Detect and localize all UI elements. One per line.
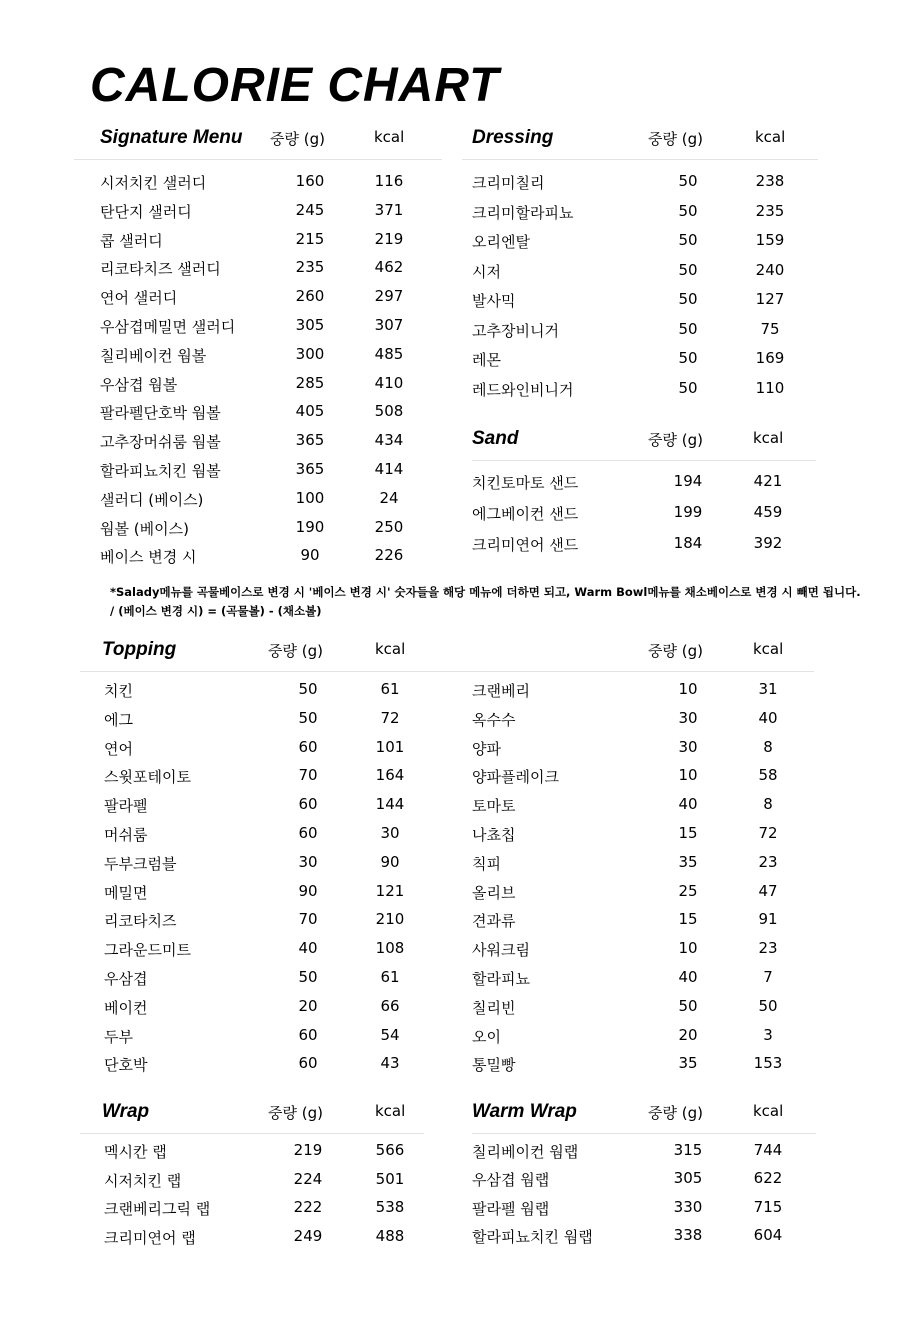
item-kcal: 459 <box>753 502 783 521</box>
item-kcal: 8 <box>763 737 773 756</box>
item-name: 시저치킨 랩 <box>104 1171 182 1190</box>
item-weight: 50 <box>678 349 698 367</box>
item-kcal: 116 <box>374 172 404 190</box>
item-name: 시저치킨 샐러디 <box>100 174 207 192</box>
weight-column-header: 중량 (g) <box>648 431 703 449</box>
item-kcal: 434 <box>374 431 404 450</box>
item-weight: 305 <box>295 316 325 334</box>
item-name: 우삼겹 웜랩 <box>472 1171 550 1190</box>
weight-column-header: 중량 (g) <box>648 130 703 148</box>
item-name: 레몬 <box>472 351 501 369</box>
item-kcal: 307 <box>374 316 404 334</box>
item-weight: 405 <box>295 402 325 421</box>
header-divider <box>80 671 452 672</box>
item-kcal: 101 <box>375 737 405 756</box>
item-kcal: 91 <box>758 910 778 929</box>
item-kcal: 50 <box>758 996 778 1015</box>
item-name: 두부크럼블 <box>104 854 177 873</box>
item-kcal: 61 <box>380 680 400 698</box>
item-kcal: 238 <box>755 172 785 190</box>
item-name: 콥 샐러디 <box>100 231 163 250</box>
header-divider <box>80 1133 424 1134</box>
item-kcal: 127 <box>755 290 785 308</box>
item-kcal: 31 <box>758 680 778 698</box>
item-name: 토마토 <box>472 797 516 816</box>
item-kcal: 121 <box>375 881 405 900</box>
base-change-note: *Salady메뉴를 곡물베이스로 변경 시 '베이스 변경 시' 숫자들을 해당 메뉴에 더하면 되고, Warm Bowl메뉴를 채소베이스로 변경 시 빼면 됩니다. <box>110 585 861 599</box>
item-name: 리코타치즈 <box>104 912 177 931</box>
item-weight: 60 <box>298 795 318 814</box>
item-name: 오리엔탈 <box>472 233 530 251</box>
item-weight: 300 <box>295 344 325 363</box>
item-kcal: 47 <box>758 881 778 900</box>
item-weight: 60 <box>298 1054 318 1073</box>
item-weight: 199 <box>673 502 703 521</box>
item-weight: 90 <box>298 881 318 900</box>
item-name: 오이 <box>472 1027 501 1046</box>
item-weight: 305 <box>673 1169 703 1188</box>
kcal-column-header: kcal <box>374 128 405 146</box>
item-kcal: 604 <box>753 1225 783 1244</box>
item-name: 옥수수 <box>472 710 516 729</box>
item-name: 견과류 <box>472 912 516 931</box>
item-kcal: 226 <box>374 546 404 565</box>
kcal-column-header: kcal <box>755 128 786 146</box>
weight-column-header: 중량 (g) <box>268 642 323 660</box>
item-name: 두부 <box>104 1027 133 1046</box>
item-weight: 15 <box>678 910 698 929</box>
item-name: 크리미칠리 <box>472 174 545 192</box>
item-weight: 50 <box>678 172 698 190</box>
item-weight: 70 <box>298 910 318 929</box>
item-weight: 215 <box>295 229 325 248</box>
item-kcal: 58 <box>758 766 778 785</box>
item-weight: 285 <box>295 373 325 392</box>
item-kcal: 371 <box>374 200 404 219</box>
item-kcal: 566 <box>375 1141 405 1159</box>
kcal-column-header: kcal <box>753 429 784 447</box>
item-name: 크랜베리그릭 랩 <box>104 1200 211 1218</box>
item-kcal: 715 <box>753 1197 783 1216</box>
item-weight: 10 <box>678 680 698 698</box>
item-kcal: 508 <box>374 402 404 421</box>
item-weight: 50 <box>298 968 318 986</box>
item-name: 레드와인비니거 <box>472 380 574 399</box>
item-name: 연어 <box>104 739 133 758</box>
item-kcal: 3 <box>763 1025 773 1044</box>
kcal-column-header: kcal <box>375 1102 406 1120</box>
item-weight: 260 <box>295 287 325 306</box>
item-name: 샐러디 (베이스) <box>100 490 204 509</box>
item-name: 칠리빈 <box>472 998 516 1017</box>
item-weight: 224 <box>293 1169 323 1188</box>
kcal-column-header: kcal <box>375 640 406 658</box>
item-weight: 40 <box>298 939 318 958</box>
item-weight: 50 <box>298 708 318 727</box>
item-name: 우삼겹 <box>104 970 148 988</box>
item-weight: 70 <box>298 766 318 785</box>
item-name: 발사믹 <box>472 292 516 310</box>
item-weight: 245 <box>295 200 325 219</box>
item-name: 베이스 변경 시 <box>100 548 197 567</box>
item-name: 나쵸칩 <box>472 826 516 844</box>
item-kcal: 210 <box>375 910 405 929</box>
item-kcal: 90 <box>380 852 400 871</box>
item-weight: 15 <box>678 824 698 842</box>
item-kcal: 219 <box>374 229 404 248</box>
item-name: 단호박 <box>104 1056 148 1075</box>
weight-column-header: 중량 (g) <box>648 1104 703 1122</box>
item-name: 양파 <box>472 739 501 758</box>
item-weight: 184 <box>673 533 703 552</box>
item-name: 팔라펠단호박 웜볼 <box>100 404 221 423</box>
item-weight: 50 <box>298 680 318 698</box>
item-name: 에그 <box>104 710 133 729</box>
item-weight: 90 <box>300 546 320 565</box>
item-kcal: 23 <box>758 939 778 958</box>
item-kcal: 169 <box>755 349 785 367</box>
item-name: 칙피 <box>472 854 501 873</box>
item-kcal: 538 <box>375 1198 405 1216</box>
item-kcal: 744 <box>753 1141 783 1159</box>
item-weight: 10 <box>678 766 698 785</box>
item-name: 시저 <box>472 262 501 281</box>
item-kcal: 153 <box>753 1054 783 1073</box>
item-kcal: 164 <box>375 766 405 785</box>
item-kcal: 40 <box>758 708 778 727</box>
item-name: 양파플레이크 <box>472 768 559 787</box>
item-name: 할라피뇨치킨 웜랩 <box>472 1227 593 1246</box>
item-name: 팔라펠 웜랩 <box>472 1199 550 1218</box>
item-kcal: 501 <box>375 1169 405 1188</box>
item-name: 그라운드미트 <box>104 941 191 960</box>
item-kcal: 392 <box>753 533 783 552</box>
item-name: 멕시칸 랩 <box>104 1143 167 1161</box>
weight-column-header: 중량 (g) <box>268 1104 323 1122</box>
item-weight: 330 <box>673 1197 703 1216</box>
item-name: 고추장비니거 <box>472 321 559 340</box>
item-weight: 40 <box>678 795 698 814</box>
item-name: 사워크림 <box>472 941 530 960</box>
item-weight: 50 <box>678 996 698 1015</box>
item-weight: 60 <box>298 1025 318 1044</box>
item-kcal: 24 <box>379 488 399 507</box>
item-kcal: 410 <box>374 373 404 392</box>
weight-column-header: 중량 (g) <box>648 642 703 660</box>
item-weight: 315 <box>673 1141 703 1159</box>
item-name: 치킨토마토 샌드 <box>472 474 579 492</box>
item-weight: 10 <box>678 939 698 958</box>
item-name: 할라피뇨치킨 웜볼 <box>100 462 221 480</box>
item-weight: 35 <box>678 852 698 871</box>
item-weight: 50 <box>678 319 698 338</box>
item-kcal: 485 <box>374 344 404 363</box>
item-weight: 50 <box>678 290 698 308</box>
item-name: 베이컨 <box>104 998 148 1017</box>
item-weight: 190 <box>295 517 325 536</box>
item-kcal: 159 <box>755 231 785 249</box>
item-name: 할라피뇨 <box>472 970 530 988</box>
item-name: 크리미연어 랩 <box>104 1228 196 1247</box>
item-kcal: 7 <box>763 968 773 986</box>
item-kcal: 108 <box>375 939 405 958</box>
item-name: 우삼겹 웜볼 <box>100 375 178 394</box>
item-kcal: 72 <box>380 708 400 727</box>
item-weight: 30 <box>678 737 698 756</box>
item-weight: 40 <box>678 968 698 986</box>
item-kcal: 61 <box>380 968 400 986</box>
item-weight: 194 <box>673 472 703 490</box>
item-name: 통밀빵 <box>472 1056 516 1075</box>
item-name: 칠리베이컨 웜볼 <box>100 346 207 365</box>
item-kcal: 72 <box>758 824 778 842</box>
section-title: Wrap <box>102 1101 150 1122</box>
section-title: Warm Wrap <box>472 1101 577 1122</box>
page-title: CALORIE CHART <box>90 59 500 112</box>
item-kcal: 8 <box>763 795 773 814</box>
item-kcal: 144 <box>375 795 405 814</box>
kcal-column-header: kcal <box>753 1102 784 1120</box>
item-weight: 219 <box>293 1141 323 1159</box>
header-divider <box>472 460 816 461</box>
header-divider <box>472 1133 816 1134</box>
item-weight: 50 <box>678 201 698 220</box>
item-weight: 338 <box>673 1225 703 1244</box>
item-name: 치킨 <box>104 682 133 700</box>
item-kcal: 414 <box>374 460 404 478</box>
item-name: 칠리베이컨 웜랩 <box>472 1143 579 1161</box>
item-weight: 249 <box>293 1226 323 1245</box>
section-title: Signature Menu <box>100 127 243 148</box>
item-name: 메밀면 <box>104 883 148 902</box>
item-kcal: 622 <box>753 1169 783 1188</box>
item-name: 웜볼 (베이스) <box>100 519 189 538</box>
header-divider <box>74 159 442 160</box>
item-weight: 20 <box>298 996 318 1015</box>
section-title: Topping <box>102 639 177 660</box>
item-weight: 30 <box>678 708 698 727</box>
item-name: 에그베이컨 샌드 <box>472 504 579 523</box>
item-name: 올리브 <box>472 883 516 902</box>
item-weight: 222 <box>293 1198 323 1216</box>
section-title: Dressing <box>472 127 554 148</box>
item-weight: 20 <box>678 1025 698 1044</box>
item-weight: 35 <box>678 1054 698 1073</box>
item-kcal: 75 <box>760 319 780 338</box>
item-weight: 235 <box>295 258 325 277</box>
item-name: 우삼겹메밀면 샐러디 <box>100 318 236 336</box>
item-weight: 25 <box>678 881 698 900</box>
item-kcal: 30 <box>380 824 400 842</box>
item-kcal: 462 <box>374 258 404 277</box>
item-kcal: 54 <box>380 1025 400 1044</box>
item-kcal: 110 <box>755 378 785 397</box>
header-divider <box>450 671 814 672</box>
item-kcal: 250 <box>374 517 404 536</box>
item-name: 머쉬룸 <box>104 826 148 844</box>
item-weight: 60 <box>298 824 318 842</box>
item-weight: 30 <box>298 852 318 871</box>
item-kcal: 235 <box>755 201 785 220</box>
kcal-column-header: kcal <box>753 640 784 658</box>
item-weight: 160 <box>295 172 325 190</box>
item-kcal: 43 <box>380 1054 400 1073</box>
header-divider <box>462 159 818 160</box>
item-name: 스윗포테이토 <box>104 768 191 787</box>
item-kcal: 297 <box>374 287 404 306</box>
item-kcal: 23 <box>758 852 778 871</box>
item-weight: 50 <box>678 378 698 397</box>
item-weight: 365 <box>295 431 325 450</box>
item-kcal: 488 <box>375 1226 405 1245</box>
item-name: 탄단지 샐러디 <box>100 202 192 221</box>
item-name: 리코타치즈 샐러디 <box>100 260 221 279</box>
item-kcal: 240 <box>755 260 785 279</box>
item-name: 크리미할라피뇨 <box>472 203 574 222</box>
item-weight: 365 <box>295 460 325 478</box>
item-weight: 60 <box>298 737 318 756</box>
item-name: 팔라펠 <box>104 797 148 816</box>
item-name: 크리미연어 샌드 <box>472 535 579 554</box>
item-kcal: 421 <box>753 472 783 490</box>
section-title: Sand <box>472 428 519 449</box>
item-kcal: 66 <box>380 996 400 1015</box>
base-change-formula: / (베이스 변경 시) = (곡물볼) - (채소볼) <box>110 604 322 618</box>
item-weight: 50 <box>678 231 698 249</box>
item-weight: 100 <box>295 488 325 507</box>
item-name: 크랜베리 <box>472 682 530 700</box>
item-name: 연어 샐러디 <box>100 289 178 308</box>
item-name: 고추장머쉬룸 웜볼 <box>100 433 221 452</box>
item-weight: 50 <box>678 260 698 279</box>
weight-column-header: 중량 (g) <box>270 130 325 148</box>
